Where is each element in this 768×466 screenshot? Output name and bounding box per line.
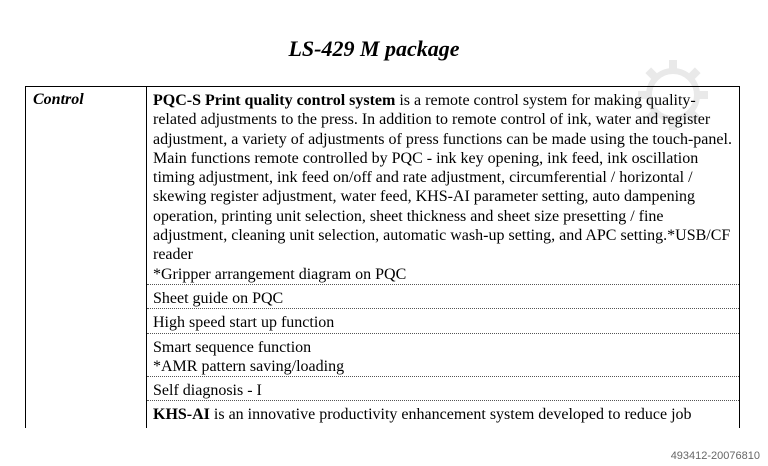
khs-ai-text: is an innovative productivity enhancement system developed to reduce job [209, 406, 692, 424]
listing-id: 493412-20076810 [670, 450, 760, 462]
smart-sequence-line: Smart sequence function [153, 338, 312, 356]
spec-row-pqc [147, 87, 739, 285]
khs-ai-name: KHS-AI [153, 406, 210, 424]
spec-row-sheet-guide: Sheet guide on PQC [147, 285, 739, 309]
khs-ai-description [153, 405, 733, 424]
spec-row-khs-ai [147, 401, 739, 424]
spec-row-smart-sequence [147, 334, 739, 378]
pqc-text: is a remote control system for making quality-related adjustments to the press. In addition to remote control of ink, water and register adjustment, a variety of adjustments of press functions can be made using the touch-panel. [153, 92, 732, 148]
page-title: LS-429 M package [288, 36, 460, 61]
pqc-description [153, 91, 733, 149]
spec-row-self-diagnosis: Self diagnosis - I [147, 377, 739, 401]
spec-row-high-speed: High speed start up function [147, 309, 739, 333]
row-label-control: Control [33, 91, 84, 108]
spec-rows [147, 87, 739, 425]
pqc-gripper-note: *Gripper arrangement diagram on PQC [153, 265, 407, 283]
pqc-name: PQC-S Print quality control system [153, 92, 396, 109]
spec-table [25, 86, 740, 428]
pqc-main-functions: Main functions remote controlled by PQC - ink key opening, ink feed, ink oscillation timing adjustment, ink feed on/off and rate adjustment, circumferential / horizontal / skewing register adjustment, water feed, KHS-AI parameter setting, auto dampening operation, printing unit selection, sheet thickness and sheet size presetting / fine adjustment, cleaning unit selection, automatic wash-up setting, and APC setting.*USB/CF reader [153, 149, 731, 264]
amr-pattern-line: *AMR pattern saving/loading [153, 357, 345, 375]
